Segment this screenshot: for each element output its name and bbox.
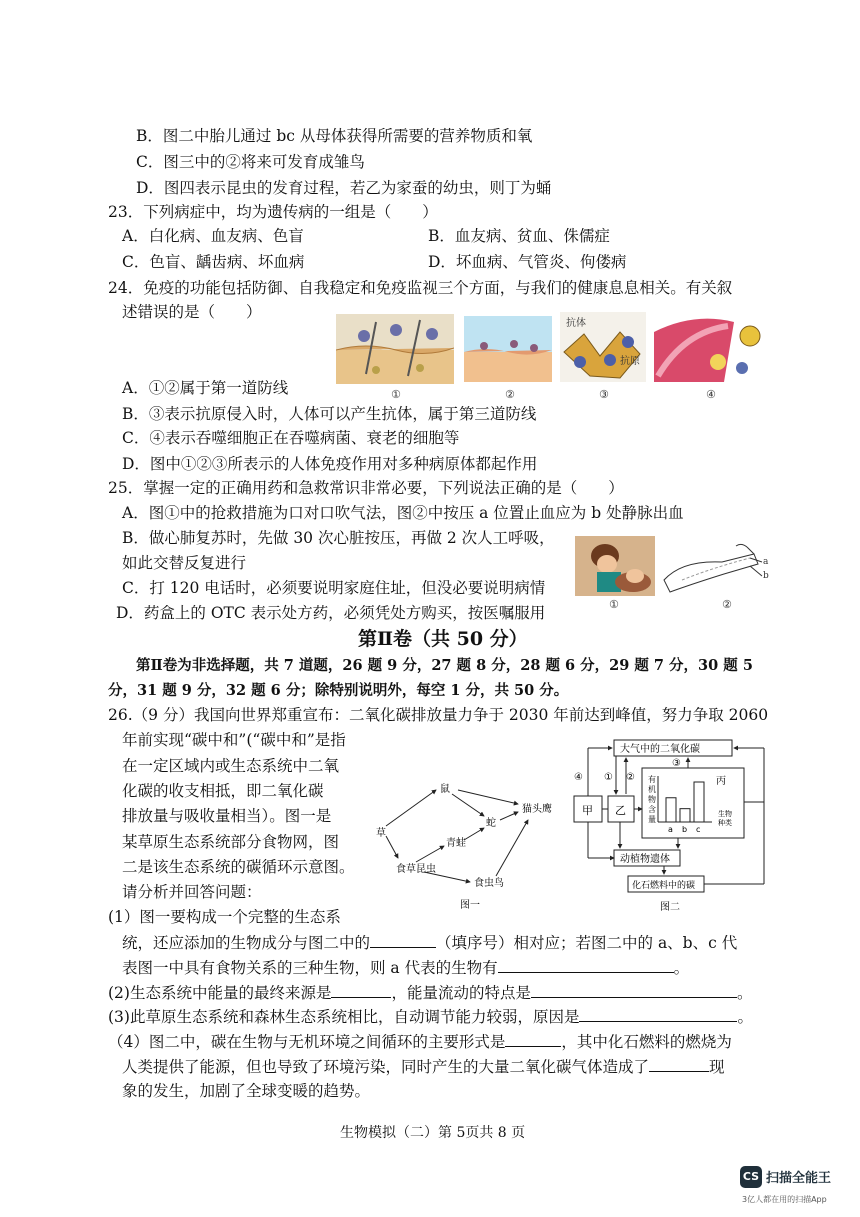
carbon-yi: 乙 (615, 804, 626, 817)
q25-option-a: A．图①中的抢救措施为口对口吹气法，图②中按压 a 位置止血应为 b 处静脉出血 (122, 504, 684, 522)
q26-blank-6[interactable] (505, 1031, 561, 1047)
camscanner-logo-icon: CS (740, 1166, 762, 1188)
q26-stem-line5: 排放量与吸收量相当）。图一是 (122, 807, 332, 825)
q26-part4-text-d: 现 (709, 1058, 725, 1076)
carbon-xlabel-2: 种类 (718, 819, 732, 827)
q26-blank-2[interactable] (498, 957, 674, 973)
carbon-ylabel-2: 机 (648, 785, 656, 794)
q25-caption-1: ① (609, 598, 619, 611)
q26-part2-text-b: ，能量流动的特点是 (391, 984, 531, 1002)
carbon-ylabel-4: 含 (648, 805, 656, 814)
q24-label-antibody: 抗体 (566, 318, 586, 329)
q26-part4-text-c: 人类提供了能源，但也导致了环境污染，同时产生的大量二氧化碳气体造成了 (122, 1058, 650, 1076)
q25-option-b-line1: B．做心肺复苏时，先做 30 次心脏按压，再做 2 次人工呼吸， (122, 529, 555, 547)
q25-arm-label-b: b (763, 571, 769, 581)
q26-blank-3[interactable] (331, 982, 391, 998)
q26-stem-line4: 化碳的收支相抵，即二氧化碳 (122, 782, 324, 800)
q26-part4-text-a: （4）图二中，碳在生物与无机环境之间循环的主要形式是 (108, 1033, 506, 1051)
watermark-tagline: 3亿人都在用的扫描App (742, 1195, 827, 1204)
q26-part3-text: (3)此草原生态系统和森林生态系统相比，自动调节能力较弱，原因是 (108, 1008, 580, 1026)
q26-part1-text-c: 表图一中具有食物关系的三种生物，则 a 代表的生物有 (122, 959, 498, 977)
carbon-bar-label-c: c (696, 825, 701, 834)
q26-part1-line3 (122, 957, 689, 978)
page-footer: 生物模拟（二）第 5页共 8 页 (340, 1125, 526, 1141)
q26-part4-line2 (122, 1056, 725, 1077)
carbon-ylabel-3: 物 (648, 795, 656, 804)
q26-blank-1[interactable] (370, 932, 436, 948)
carbon-jia: 甲 (582, 804, 593, 817)
q26-part1-text-a: 统，还应添加的生物成分与图二中的 (122, 934, 371, 952)
q26-stem-line3: 在一定区域内或生态系统中二氧 (122, 757, 340, 775)
carbon-arrow-1: ① (604, 772, 613, 783)
q24-figure-2-mucosa (464, 316, 552, 382)
carbon-bar-label-b: b (682, 825, 688, 834)
carbon-bar-b (680, 809, 690, 822)
q25-arm-label-a: a (763, 557, 769, 567)
food-web-owl: 猫头鹰 (522, 804, 552, 815)
food-web-diagram (372, 776, 568, 912)
q25-option-c: C．打 120 电话时，必须要说明家庭住址，但没必要说明病情 (122, 579, 546, 597)
q26-blank-5[interactable] (579, 1006, 737, 1022)
q23-stem: 23．下列病症中，均为遗传病的一组是（ ） (108, 203, 438, 221)
q25-figure-1-rescue-breathing (575, 536, 655, 596)
q23-option-b: B．血友病、贫血、侏儒症 (428, 227, 610, 245)
food-web-bird: 食虫鸟 (474, 878, 504, 889)
food-web-frog: 青蛙 (446, 838, 466, 849)
food-web-caption: 图一 (460, 900, 480, 911)
carbon-bar-c (694, 782, 704, 822)
q25-option-d: D．药盒上的 OTC 表示处方药，必须凭处方购买，按医嘱服用 (116, 604, 546, 622)
food-web-mouse: 鼠 (440, 784, 450, 795)
q26-part1-line1: (1）图一要构成一个完整的生态系 (108, 908, 341, 926)
q23-option-c: C．色盲、龋齿病、坏血病 (122, 253, 305, 271)
q23-option-d: D．坏血病、气管炎、佝偻病 (428, 253, 627, 271)
q22-option-d: D．图四表示昆虫的发育过程，若乙为家蚕的幼虫，则丁为蛹 (136, 179, 552, 197)
q24-caption-2: ② (505, 388, 515, 401)
q26-part4-line1 (108, 1031, 732, 1052)
scanner-watermark (740, 1166, 840, 1206)
carbon-fossil: 化石燃料中的碳 (632, 881, 696, 891)
carbon-atmosphere: 大气中的二氧化碳 (620, 744, 700, 755)
q24-caption-1: ① (391, 388, 401, 401)
q26-part2-end: 。 (736, 984, 753, 1002)
q26-part1-text-b: （填序号）相对应；若图二中的 a、b、c 代 (436, 934, 738, 952)
carbon-ylabel-1: 有 (648, 775, 656, 784)
q22-option-c: C．图三中的②将来可发育成雏鸟 (136, 153, 365, 171)
carbon-caption: 图二 (660, 902, 680, 913)
q26-part4-text-b: ，其中化石燃料的燃烧为 (561, 1033, 732, 1051)
q26-stem-line8: 请分析并回答问题： (122, 883, 262, 901)
carbon-bar-a (666, 798, 676, 822)
q26-blank-7[interactable] (649, 1056, 709, 1072)
carbon-cycle-diagram (568, 736, 780, 914)
q26-stem-line2: 年前实现“碳中和”(“碳中和”是指 (122, 731, 346, 749)
carbon-remains: 动植物遗体 (620, 854, 670, 865)
q24-option-d: D．图中①②③所表示的人体免疫作用对多种病原体都起作用 (122, 455, 538, 473)
q24-figure-4-phagocyte (654, 312, 764, 382)
q24-stem-line2: 述错误的是（ ） (122, 303, 262, 321)
q26-blank-4[interactable] (531, 982, 737, 998)
section-note-line2: 分，31 题 9 分，32 题 6 分；除特别说明外，每空 1 分，共 50 分。 (108, 682, 569, 699)
q26-part2-text-a: (2)生态系统中能量的最终来源是 (108, 984, 332, 1002)
q24-figure-1-skin (336, 314, 454, 384)
q24-label-antigen: 抗原 (620, 356, 640, 367)
q26-part3 (108, 1006, 753, 1027)
q23-option-a: A．白化病、血友病、色盲 (122, 227, 304, 245)
q26-part3-end: 。 (737, 1008, 753, 1026)
food-web-snake: 蛇 (486, 818, 496, 829)
q22-option-b: B．图二中胎儿通过 bc 从母体获得所需要的营养物质和氧 (136, 127, 533, 145)
carbon-bar-label-a: a (668, 825, 673, 834)
q25-option-b-line2: 如此交替反复进行 (122, 554, 247, 572)
q24-figure-3-antibody (560, 312, 646, 382)
watermark-app-name: 扫描全能王 (766, 1171, 832, 1186)
q26-part2 (108, 982, 753, 1003)
q24-option-c: C．④表示吞噬细胞正在吞噬病菌、衰老的细胞等 (122, 429, 460, 447)
q24-option-b: B．③表示抗原侵入时，人体可以产生抗体，属于第三道防线 (122, 405, 537, 423)
carbon-bing: 丙 (716, 776, 726, 787)
food-web-insect: 食草昆虫 (396, 864, 436, 875)
q25-figure-2-arm-pressure (662, 540, 772, 596)
q26-part1-line2 (122, 932, 737, 953)
section-note-line1: 第Ⅱ卷为非选择题，共 7 道题，26 题 9 分，27 题 8 分，28 题 6 分，29 题 7 分，30 题 5 (136, 657, 753, 674)
q24-stem-line1: 24．免疫的功能包括防御、自我稳定和免疫监视三个方面，与我们的健康息息相关。有关叙 (108, 279, 733, 297)
q26-part1-end: 。 (673, 959, 690, 977)
q25-stem: 25．掌握一定的正确用药和急救常识非常必要，下列说法正确的是（ ） (108, 479, 624, 497)
carbon-arrow-3: ③ (672, 758, 681, 769)
carbon-arrow-2: ② (626, 772, 635, 783)
q26-stem-line6: 某草原生态系统部分食物网，图 (122, 833, 340, 851)
q26-stem-line1: 26.（9 分）我国向世界郑重宣布：二氧化碳排放量力争于 2030 年前达到峰值，努力争取 2060 (108, 706, 769, 724)
carbon-xlabel-1: 生物 (718, 810, 732, 818)
food-web-grass: 草 (376, 828, 386, 839)
q24-caption-3: ③ (599, 388, 609, 401)
q26-part4-line3: 象的发生，加剧了全球变暖的趋势。 (122, 1082, 371, 1100)
q24-option-a: A．①②属于第一道防线 (122, 379, 289, 397)
q25-caption-2: ② (722, 598, 732, 611)
carbon-ylabel-5: 量 (648, 815, 656, 824)
q26-stem-line7: 二是该生态系统的碳循环示意图。 (122, 858, 355, 876)
q24-caption-4: ④ (706, 388, 716, 401)
carbon-arrow-4: ④ (574, 772, 583, 783)
section-title: 第Ⅱ卷（共 50 分） (358, 628, 528, 650)
